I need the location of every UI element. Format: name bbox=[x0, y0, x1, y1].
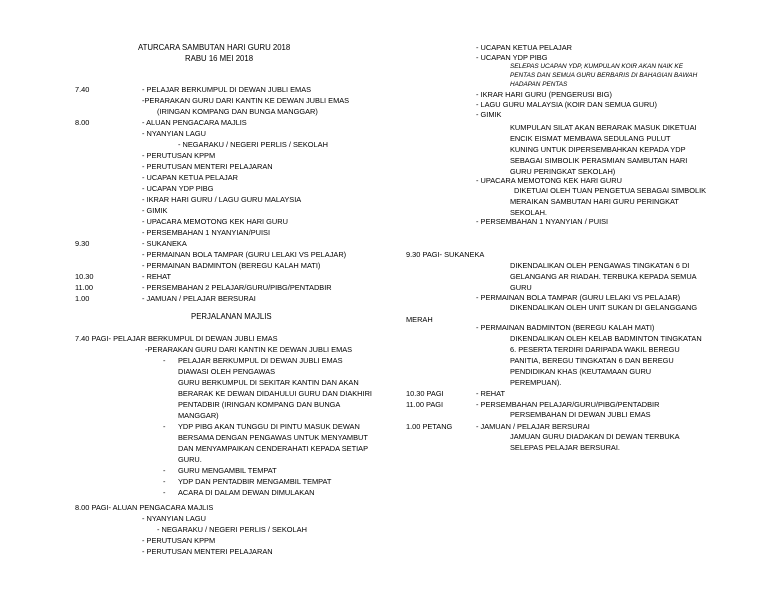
schedule-item: - PERMAINAN BOLA TAMPAR (GURU LELAKI VS PELAJAR) bbox=[142, 250, 347, 259]
desc-line: SEBAGAI SIMBOLIK PERASMIAN SAMBUTAN HARI bbox=[510, 156, 688, 165]
schedule-item: - SUKANEKA bbox=[142, 239, 187, 248]
schedule-item: - PERSEMBAHAN 1 NYANYIAN/PUISI bbox=[142, 228, 270, 237]
schedule-item: - PERUTUSAN MENTERI PELAJARAN bbox=[142, 162, 273, 171]
schedule-time: 11.00 PAGI bbox=[406, 400, 444, 409]
desc-line: KUMPULAN SILAT AKAN BERARAK MASUK DIKETUAI bbox=[510, 123, 697, 132]
desc-line: PEREMPUAN). bbox=[510, 378, 562, 387]
schedule-item: - PELAJAR BERKUMPUL DI DEWAN JUBLI EMAS bbox=[142, 85, 312, 94]
bullet-dash: - bbox=[163, 466, 166, 475]
program-item: - IKRAR HARI GURU (PENGERUSI BIG) bbox=[476, 90, 612, 99]
program-item: - PERSEMBAHAN PELAJAR/GURU/PIBG/PENTADBIR bbox=[476, 400, 660, 409]
desc-line: PERSEMBAHAN DI DEWAN JUBLI EMAS bbox=[510, 410, 651, 419]
schedule-item: - JAMUAN / PELAJAR BERSURAI bbox=[142, 294, 256, 303]
desc-line: DIKENDALIKAN OLEH UNIT SUKAN DI GELANGGANG bbox=[510, 303, 698, 312]
desc-line: PENDIDIKAN KHAS (KEUTAMAAN GURU bbox=[510, 367, 652, 376]
program-item: - PERSEMBAHAN 1 NYANYIAN / PUISI bbox=[476, 217, 609, 226]
desc-line: JAMUAN GURU DIADAKAN DI DEWAN TERBUKA bbox=[510, 432, 680, 441]
desc-line: GURU bbox=[510, 283, 532, 292]
bullet-dash: - bbox=[163, 422, 166, 431]
program-item: - JAMUAN / PELAJAR BERSURAI bbox=[476, 422, 590, 431]
section-subheading: 9.30 PAGI- SUKANEKA bbox=[406, 250, 485, 259]
schedule-time: 1.00 PETANG bbox=[406, 422, 453, 431]
bullet-line: YDP PIBG AKAN TUNGGU DI PINTU MASUK DEWAN bbox=[178, 422, 360, 431]
bullet-line: PELAJAR BERKUMPUL DI DEWAN JUBLI EMAS bbox=[178, 356, 343, 365]
schedule-time: 10.30 PAGI bbox=[406, 389, 444, 398]
desc-line: GURU PERINGKAT SEKOLAH) bbox=[510, 167, 616, 176]
schedule-item: - IKRAR HARI GURU / LAGU GURU MALAYSIA bbox=[142, 195, 302, 204]
schedule-item: - PERMAINAN BADMINTON (BEREGU KALAH MATI) bbox=[142, 261, 321, 270]
schedule-time: 8.00 bbox=[75, 118, 90, 127]
bullet-dash: - bbox=[163, 356, 166, 365]
schedule-item: - UCAPAN KETUA PELAJAR bbox=[142, 173, 238, 182]
section-line: - PERUTUSAN KPPM bbox=[142, 536, 216, 545]
desc-line: PANITIA, BEREGU TINGKATAN 6 DAN BEREGU bbox=[510, 356, 674, 365]
section-line: - NYANYIAN LAGU bbox=[142, 514, 206, 523]
desc-line: DIKETUAI OLEH TUAN PENGETUA SEBAGAI SIMBOLIK bbox=[514, 186, 707, 195]
desc-line: MERAIKAN SAMBUTAN HARI GURU PERINGKAT bbox=[510, 197, 679, 206]
desc-line: ENCIK EISMAT MEMBAWA SEDULANG PULUT bbox=[510, 134, 671, 143]
section-line: -PERARAKAN GURU DARI KANTIN KE DEWAN JUBLI EMAS bbox=[145, 345, 353, 354]
desc-line: DIKENDALIKAN OLEH PENGAWAS TINGKATAN 6 DI bbox=[510, 261, 690, 270]
date-title: RABU 16 MEI 2018 bbox=[185, 54, 254, 63]
schedule-item: -PERARAKAN GURU DARI KANTIN KE DEWAN JUBLI EMAS bbox=[142, 96, 350, 105]
section-subheading: 7.40 PAGI- PELAJAR BERKUMPUL DI DEWAN JUBLI EMAS bbox=[75, 334, 278, 343]
schedule-item: - REHAT bbox=[142, 272, 172, 281]
desc-line: SELEPAS PELAJAR BERSURAI. bbox=[510, 443, 620, 452]
schedule-item: - ALUAN PENGACARA MAJLIS bbox=[142, 118, 247, 127]
note-line: PENTAS DAN SEMUA GURU BERBARIS DI BAHAGIAN BAWAH bbox=[510, 72, 698, 79]
bullet-line: BERSAMA DENGAN PENGAWAS UNTUK MENYAMBUT bbox=[178, 433, 368, 442]
schedule-time: 11.00 bbox=[75, 283, 93, 292]
bullet-line: GURU. bbox=[178, 455, 202, 464]
desc-line: KUNING UNTUK DIPERSEMBAHKAN KEPADA YDP bbox=[510, 145, 686, 154]
note-line: SELEPAS UCAPAN YDP, KUMPULAN KOIR AKAN NAIK KE bbox=[510, 63, 683, 70]
program-item: - PERMAINAN BADMINTON (BEREGU KALAH MATI) bbox=[476, 323, 655, 332]
section-subheading: 8.00 PAGI- ALUAN PENGACARA MAJLIS bbox=[75, 503, 214, 512]
bullet-line: YDP DAN PENTADBIR MENGAMBIL TEMPAT bbox=[178, 477, 332, 486]
section-line: - PERUTUSAN MENTERI PELAJARAN bbox=[142, 547, 273, 556]
note-line: HADAPAN PENTAS bbox=[510, 81, 568, 88]
bullet-line: GURU BERKUMPUL DI SEKITAR KANTIN DAN AKAN bbox=[178, 378, 359, 387]
desc-line: MERAH bbox=[406, 315, 433, 324]
program-item: - LAGU GURU MALAYSIA (KOIR DAN SEMUA GURU) bbox=[476, 100, 657, 109]
schedule-item: - UPACARA MEMOTONG KEK HARI GURU bbox=[142, 217, 288, 226]
bullet-line: ACARA DI DALAM DEWAN DIMULAKAN bbox=[178, 488, 315, 497]
bullet-dash: - bbox=[163, 477, 166, 486]
program-item: - UCAPAN YDP PIBG bbox=[476, 53, 548, 62]
program-item: - GIMIK bbox=[476, 110, 502, 119]
bullet-dash: - bbox=[163, 488, 166, 497]
bullet-line: MANGGAR) bbox=[178, 411, 219, 420]
schedule-time: 10.30 bbox=[75, 272, 94, 281]
program-item: - UCAPAN KETUA PELAJAR bbox=[476, 43, 572, 52]
page-title: ATURCARA SAMBUTAN HARI GURU 2018 bbox=[138, 43, 291, 52]
desc-line: GELANGANG AR RIADAH. TERBUKA KEPADA SEMUA bbox=[510, 272, 697, 281]
schedule-item: - NYANYIAN LAGU bbox=[142, 129, 206, 138]
schedule-item: - NEGARAKU / NEGERI PERLIS / SEKOLAH bbox=[178, 140, 328, 149]
section-heading: PERJALANAN MAJLIS bbox=[191, 312, 272, 321]
schedule-time: 9.30 bbox=[75, 239, 90, 248]
bullet-line: DAN MENYAMPAIKAN CENDERAHATI KEPADA SETIAP bbox=[178, 444, 369, 453]
desc-line: DIKENDALIKAN OLEH KELAB BADMINTON TINGKATAN bbox=[510, 334, 702, 343]
schedule-item: - UCAPAN YDP PIBG bbox=[142, 184, 214, 193]
program-item: - PERMAINAN BOLA TAMPAR (GURU LELAKI VS PELAJAR) bbox=[476, 293, 681, 302]
schedule-time: 1.00 bbox=[75, 294, 90, 303]
program-item: - REHAT bbox=[476, 389, 506, 398]
section-line: - NEGARAKU / NEGERI PERLIS / SEKOLAH bbox=[157, 525, 307, 534]
schedule-item: - PERUTUSAN KPPM bbox=[142, 151, 216, 160]
schedule-item: (IRINGAN KOMPANG DAN BUNGA MANGGAR) bbox=[157, 107, 318, 116]
schedule-time: 7.40 bbox=[75, 85, 90, 94]
bullet-line: PENTADBIR (IRINGAN KOMPANG DAN BUNGA bbox=[178, 400, 341, 409]
program-item: - UPACARA MEMOTONG KEK HARI GURU bbox=[476, 176, 622, 185]
schedule-item: - PERSEMBAHAN 2 PELAJAR/GURU/PIBG/PENTADBIR bbox=[142, 283, 332, 292]
schedule-item: - GIMIK bbox=[142, 206, 168, 215]
desc-line: 6. PESERTA TERDIRI DARIPADA WAKIL BEREGU bbox=[510, 345, 680, 354]
bullet-line: GURU MENGAMBIL TEMPAT bbox=[178, 466, 277, 475]
desc-line: SEKOLAH. bbox=[510, 208, 547, 217]
bullet-line: BERARAK KE DEWAN DIDAHULUI GURU DAN DIAKHIRI bbox=[178, 389, 372, 398]
bullet-line: DIAWASI OLEH PENGAWAS bbox=[178, 367, 276, 376]
